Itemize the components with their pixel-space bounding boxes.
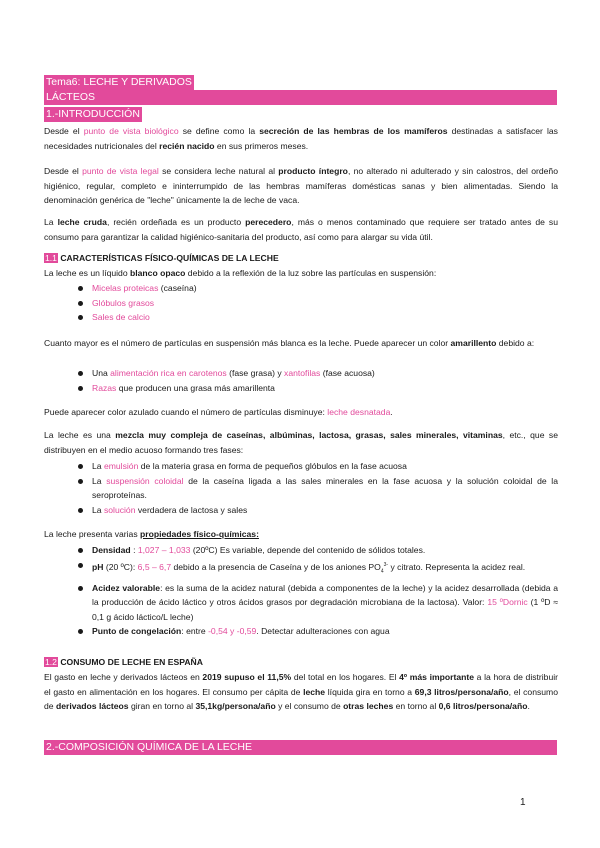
doc-title-line2: LÁCTEOS xyxy=(44,90,557,105)
section-heading-introduccion: 1.-INTRODUCCIÓN xyxy=(46,108,140,120)
list-item: Micelas proteicas (caseína) xyxy=(76,281,558,296)
list-item-congelacion: Punto de congelación: entre -0,54 y -0,59. Detectar adulteraciones con agua xyxy=(76,624,558,639)
intro-paragraph-leche-cruda: La leche cruda, recién ordeñada es un producto perecedero, más o menos contaminado que requiere ser tratado antes de su consumo para garantizar la calidad higiénico-sanitaria del producto, así como para alargar su vida útil. xyxy=(44,217,558,242)
paragraph-amarillento: Cuanto mayor es el número de partículas en suspensión más blanca es la leche. Puede aparecer un color amarillento debido a: xyxy=(44,338,535,348)
list-propiedades xyxy=(76,543,558,639)
list-fases xyxy=(76,459,558,517)
list-particulas xyxy=(76,281,558,325)
intro-paragraph-biologico: Desde el punto de vista biológico se define como la secreción de las hembras de los mamíferos destinadas a satisfacer las necesidades nutricionales del recién nacido en sus primeros meses. xyxy=(44,126,558,151)
intro-paragraph-legal: Desde el punto de vista legal se considera leche natural al producto íntegro, no alterado ni adulterado y sin calostros, del ordeño higiénico, regular, completo e ininterrumpido de las hembras mamíferas domésticas sanas y bien alimentadas. Siendo la denominación genérica de "leche" únicamente la de leche de vaca. xyxy=(44,166,558,205)
list-item: La solución verdadera de lactosa y sales xyxy=(76,503,558,518)
list-item: Sales de calcio xyxy=(76,310,558,325)
list-item-acidez: Acidez valorable: es la suma de la acidez natural (debida a componentes de la leche) y la acidez desarrollada (debida a la producción de ácido láctico y otros ácidos grasos por degradación microbiana de la lactosa). Valor: 15 ºDornic (1 ºD ≈ 0,1 g ácido láctico/L leche) xyxy=(76,581,558,625)
list-item-densidad: Densidad : 1,027 – 1,033 (20ºC) Es variable, depende del contenido de sólidos totales. xyxy=(76,543,558,558)
paragraph-propiedades: La leche presenta varias propiedades físico-químicas: xyxy=(44,529,259,539)
list-item: La emulsión de la materia grasa en forma de pequeños glóbulos en la fase acuosa xyxy=(76,459,558,474)
list-item: Razas que producen una grasa más amarillenta xyxy=(76,381,558,396)
subsection-heading-caracteristicas: 1.1 CARACTERÍSTICAS FÍSICO-QUÍMICAS DE LA LECHE xyxy=(45,253,279,263)
paragraph-blanco-opaco: La leche es un líquido blanco opaco debido a la reflexión de la luz sobre las partículas en suspensión: xyxy=(44,268,437,278)
list-item: Glóbulos grasos xyxy=(76,296,558,311)
paragraph-mezcla-compleja: La leche es una mezcla muy compleja de caseínas, albúminas, lactosa, grasas, sales minerales, vitaminas, etc., que se distribuyen en el medio acuoso formando tres fases: xyxy=(44,430,558,455)
subsection-heading-consumo: 1.2 CONSUMO DE LECHE EN ESPAÑA xyxy=(45,657,203,667)
page-number: 1 xyxy=(520,797,526,808)
list-item: Una alimentación rica en carotenos (fase grasa) y xantofilas (fase acuosa) xyxy=(76,366,558,381)
doc-title-line1: Tema6: LECHE Y DERIVADOS xyxy=(46,76,192,88)
list-item: La suspensión coloidal de la caseína ligada a las sales minerales en la fase acuosa y la solución coloidal de la seroproteínas. xyxy=(76,474,558,503)
paragraph-consumo: El gasto en leche y derivados lácteos en 2019 supuso el 11,5% del total en los hogares. El 4º más importante a la hora de distribuir el gasto en alimentación en los hogares. El consumo per cápita de leche líquida gira en torno a 69,3 litros/persona/año, el consumo de derivados lácteos giran en torno al 35,1kg/persona/año y el consumo de otras leches en torno al 0,6 litros/persona/año. xyxy=(44,672,559,711)
list-amarillento xyxy=(76,366,558,395)
section-heading-composicion: 2.-COMPOSICIÓN QUÍMICA DE LA LECHE xyxy=(44,740,557,755)
list-item-ph: pH (20 ºC): 6,5 – 6,7 debido a la presencia de Caseína y de los aniones $PO_4^{3-}$ y citrato. Representa la acidez real. xyxy=(76,558,558,579)
paragraph-azulado: Puede aparecer color azulado cuando el número de partículas disminuye: leche desnatada. xyxy=(44,407,393,417)
